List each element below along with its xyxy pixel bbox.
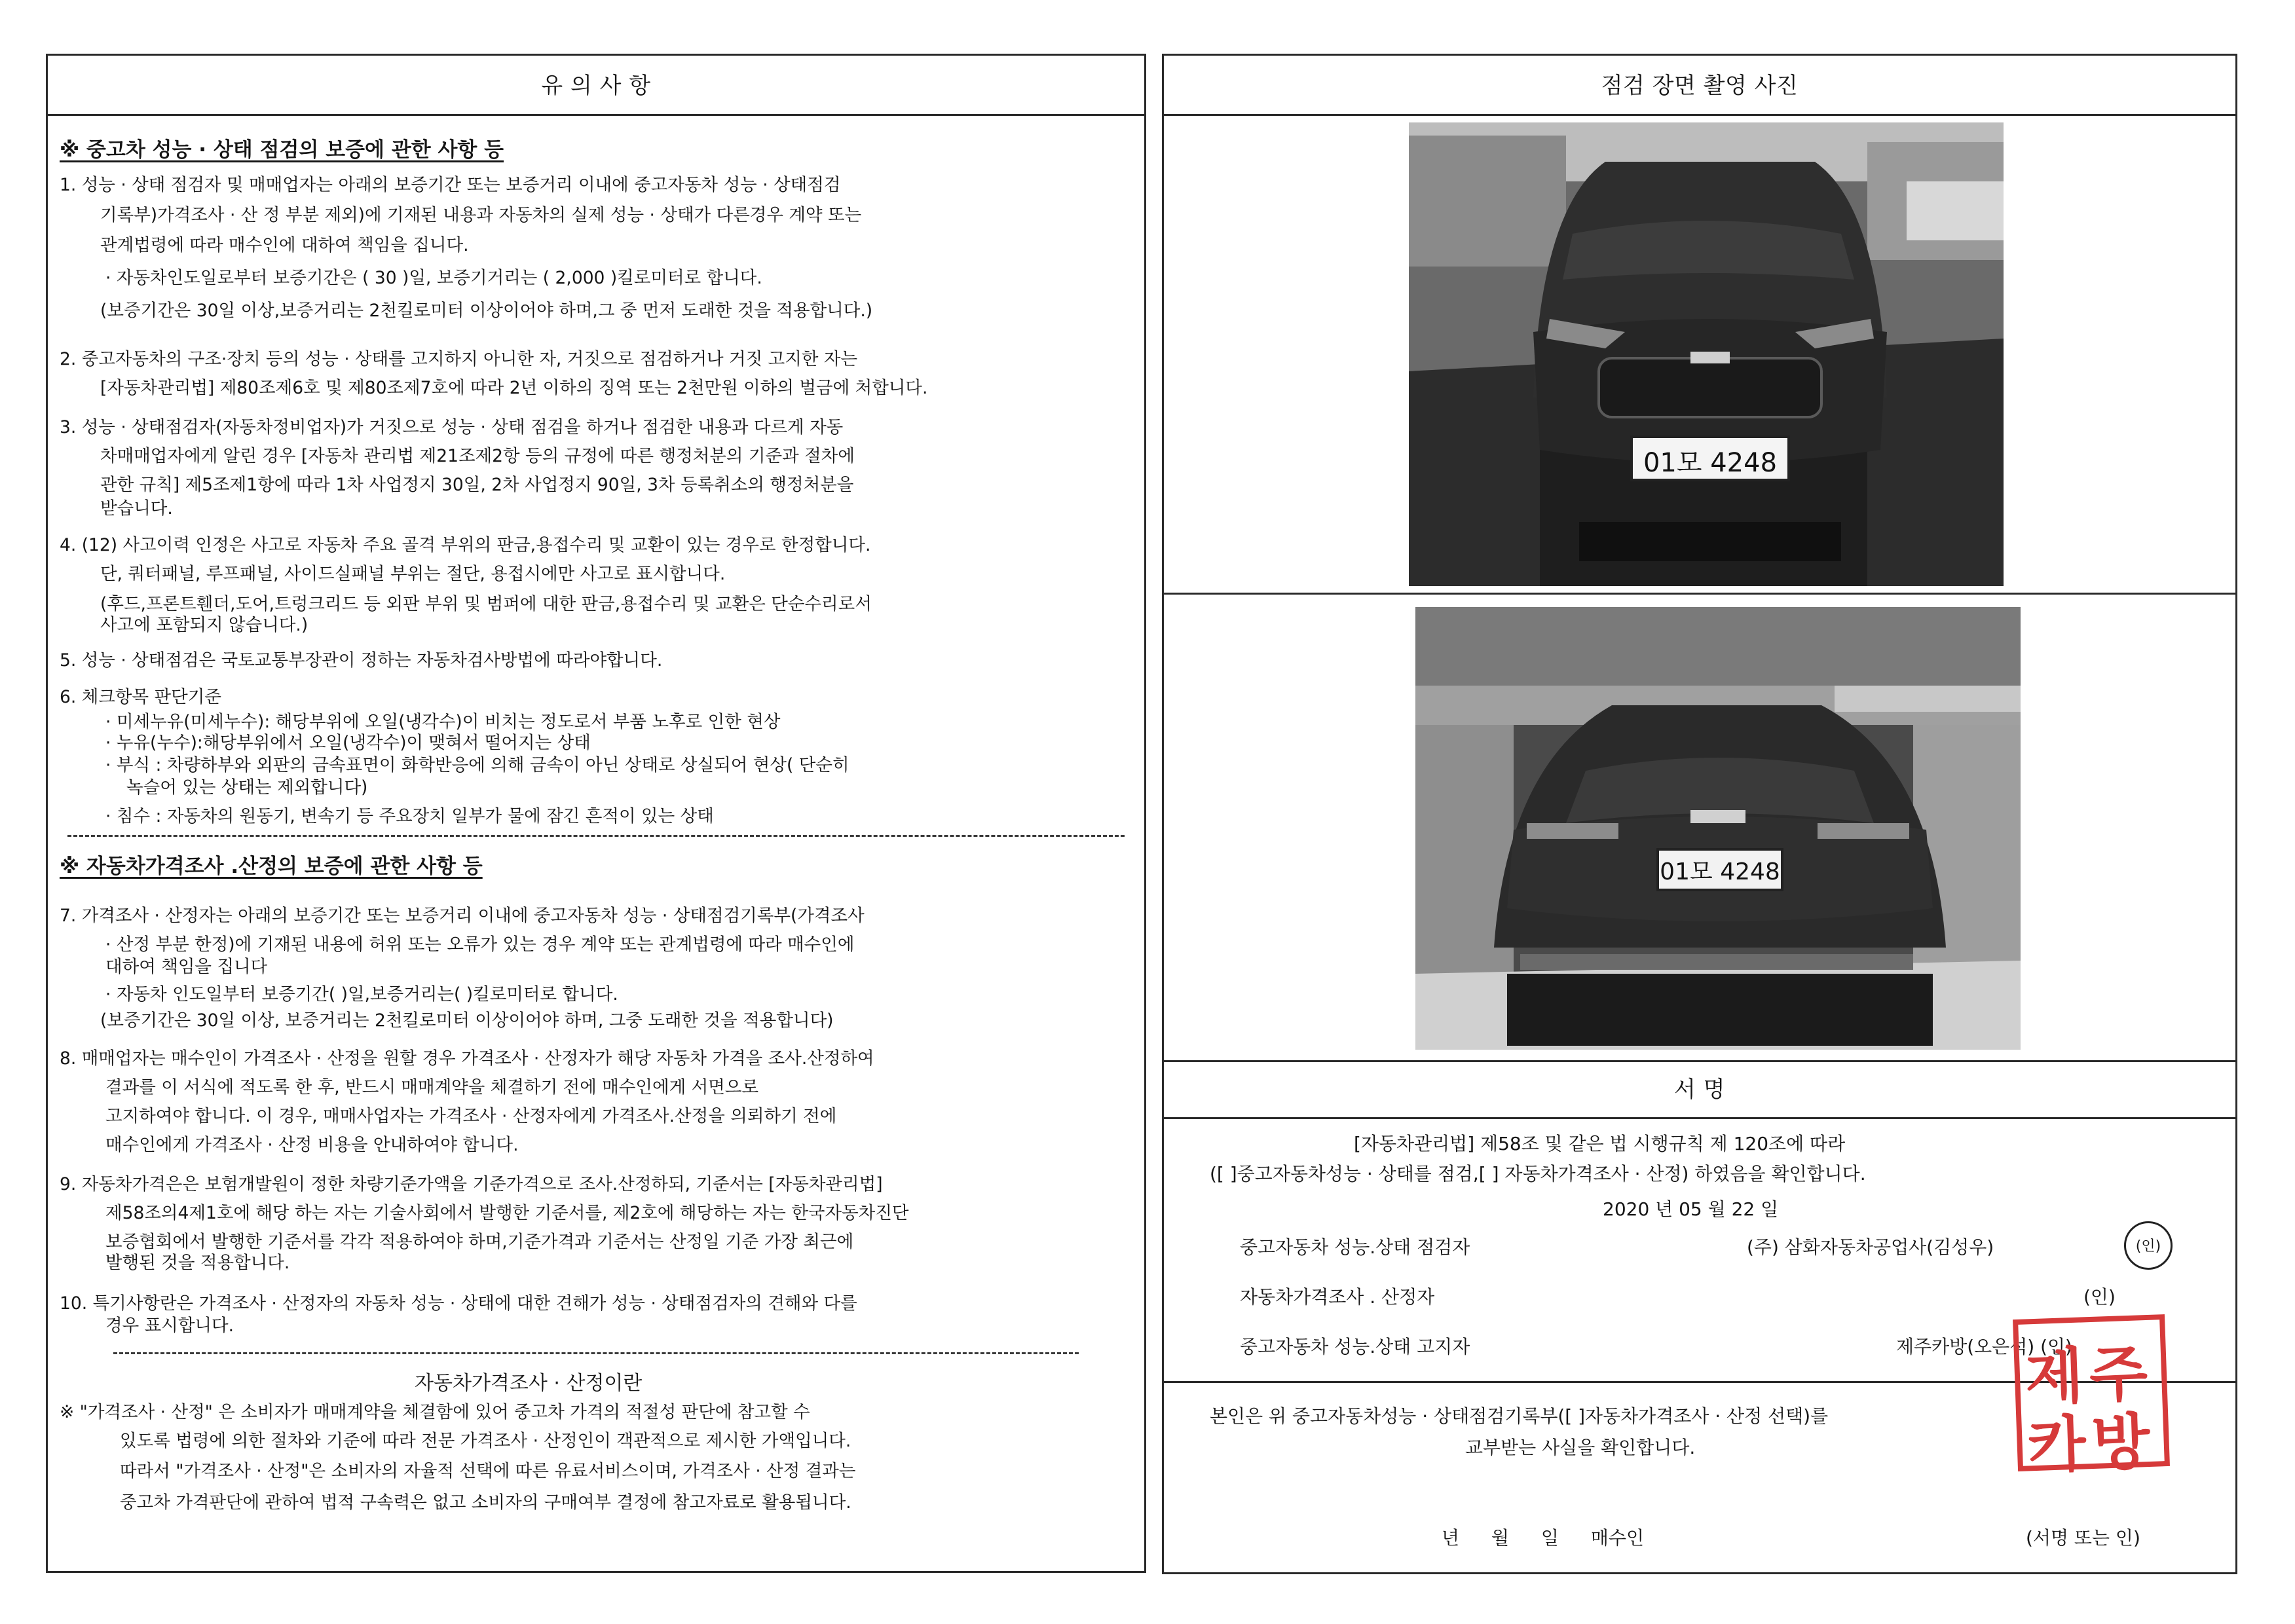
item10-line1: 10. 특기사항란은 가격조사 · 산정자의 자동차 성능 · 상태에 대한 견해가 성능 · 상태점검자의 견해와 다를	[60, 1293, 857, 1314]
confirm-line-1: 본인은 위 중고자동차성능 · 상태점검기록부([ ]자동차가격조사 · 산정 선택)를	[1210, 1405, 1829, 1427]
price-survey-title: 자동차가격조사 · 산정이란	[415, 1372, 643, 1395]
item1-line3: 관계법령에 따라 매수인에 대하여 책임을 집니다.	[100, 235, 469, 255]
inspector-seal	[2124, 1221, 2173, 1270]
rear-car-photo	[1415, 607, 2021, 1050]
item7-line5: (보증기간은 30일 이상, 보증거리는 2천킬로미터 이상이어야 하며, 그중 도래한 것을 적용합니다)	[100, 1010, 834, 1031]
item6-line1: 6. 체크항목 판단기준	[60, 687, 221, 707]
item4-line1: 4. (12) 사고이력 인정은 사고로 자동차 주요 골격 부위의 판금,용접수리 및 교환이 있는 경우로 한정합니다.	[60, 535, 871, 555]
rear-car-image	[1415, 607, 2021, 1050]
item3-line3: 관한 규칙] 제5조제1항에 따라 1차 사업정지 30일, 2차 사업정지 90일, 3차 등록취소의 행정처분을	[100, 475, 854, 495]
item6-line4: · 부식 : 차량하부와 외판의 금속표면이 화학반응에 의해 금속이 아닌 상태로 상실되어 현상( 단순히	[105, 755, 849, 775]
law-line-2: ([ ]중고자동차성능 · 상태를 점검,[ ] 자동차가격조사 · 산정) 하였음을 확인합니다.	[1210, 1163, 1866, 1185]
item5: 5. 성능 · 상태점검은 국토교통부장관이 정하는 자동차검사방법에 따라야합니다.	[60, 650, 663, 671]
item3-line1: 3. 성능 · 상태점검자(자동차정비업자)가 거짓으로 성능 · 상태 점검을 하거나 점검한 내용과 다르게 자동	[60, 417, 844, 437]
price-survey-line3: 따라서 "가격조사 · 산정"은 소비자의 자율적 선택에 따른 유료서비스이며, 가격조사 · 산정 결과는	[120, 1461, 856, 1481]
item9-line2: 제58조의4제1호에 해당 하는 자는 기술사회에서 발행한 기준서를, 제2호에 해당하는 자는 한국자동차진단	[105, 1203, 909, 1223]
item7-line3: 대하여 책임을 집니다	[105, 957, 268, 977]
front-plate-text: 01모 4248	[1643, 448, 1778, 478]
item6-line2: · 미세누유(미세누수): 해당부위에 오일(냉각수)이 비치는 정도로서 부품 노후로 인한 현상	[105, 712, 781, 732]
photo-section-title: 점검 장면 촬영 사진	[1164, 56, 2235, 116]
price-assessor-seal: (인)	[2083, 1286, 2116, 1308]
stamp-char-3: 제	[2024, 1340, 2085, 1413]
photo-divider	[1164, 593, 2235, 595]
item1-line1: 1. 성능 · 상태 점검자 및 매매업자는 아래의 보증기간 또는 보증거리 이내에 중고자동차 성능 · 상태점검	[60, 175, 841, 195]
price-assessor-label: 자동차가격조사 . 산정자	[1240, 1286, 1435, 1308]
sign-section-title: 서 명	[1164, 1060, 2235, 1119]
rear-plate-text: 01모 4248	[1660, 858, 1780, 885]
item8-line4: 매수인에게 가격조사 · 산정 비용을 안내하여야 합니다.	[105, 1135, 519, 1155]
item1-line4: · 자동차인도일로부터 보증기간은 ( 30 )일, 보증기거리는 ( 2,000 )킬로미터로 합니다.	[105, 268, 762, 288]
section1-title: ※ 중고차 성능 · 상태 점검의 보증에 관한 사항 등	[60, 138, 504, 162]
inspector-seal-mark: (인)	[2135, 1238, 2161, 1255]
price-survey-line1: ※ "가격조사 · 산정" 은 소비자가 매매계약을 체결함에 있어 중고차 가격의 적절성 판단에 참고할 수	[60, 1402, 810, 1422]
divider-1	[67, 835, 1125, 837]
item1-line5: (보증기간은 30일 이상,보증거리는 2천킬로미터 이상이어야 하며,그 중 먼저 도래한 것을 적용합니다.)	[100, 301, 873, 321]
item10-line2: 경우 표시합니다.	[105, 1316, 234, 1336]
photo-sign-panel	[1162, 54, 2237, 1574]
item8-line1: 8. 매매업자는 매수인이 가격조사 · 산정을 원할 경우 가격조사 · 산정자가 해당 자동차 가격을 조사.산정하여	[60, 1048, 874, 1069]
buyer-signature: (서명 또는 인)	[2026, 1527, 2140, 1549]
item3-line2: 차매매업자에게 알린 경우 [자동차 관리법 제21조제2항 등의 규정에 따른 행정처분의 기준과 절차에	[100, 446, 855, 466]
item9-line4: 발행된 것을 적용합니다.	[105, 1253, 290, 1273]
item9-line3: 보증협회에서 발행한 기준서를 각각 적용하여야 하며,기준가격과 기준서는 산정일 기준 가장 최근에	[105, 1232, 854, 1252]
notice-title: 유 의 사 항	[48, 56, 1144, 116]
price-survey-line4: 중고차 가격판단에 관하여 법적 구속력은 없고 소비자의 구매여부 결정에 참고자료로 활용됩니다.	[120, 1492, 851, 1513]
confirm-line-2: 교부받는 사실을 확인합니다.	[1465, 1437, 1696, 1458]
item2-line1: 2. 중고자동차의 구조·장치 등의 성능 · 상태를 고지하지 아니한 자, 거짓으로 점검하거나 거짓 고지한 자는	[60, 349, 858, 369]
section2-title: ※ 자동차가격조사 .산정의 보증에 관한 사항 등	[60, 855, 483, 878]
front-car-photo	[1409, 122, 2004, 586]
notice-panel	[46, 54, 1146, 1573]
price-survey-line2: 있도록 법령에 의한 절차와 기준에 따라 전문 가격조사 · 산정인이 객관적으로 제시한 가액입니다.	[120, 1431, 851, 1451]
buyer-date-line: 년 월 일 매수인	[1442, 1527, 1644, 1549]
item4-line2: 단, 쿼터패널, 루프패널, 사이드실패널 부위는 절단, 용접시에만 사고로 표시합니다.	[100, 564, 726, 584]
law-line-1: [자동차관리법] 제58조 및 같은 법 시행규칙 제 120조에 따라	[1354, 1133, 1846, 1154]
item4-line4: 사고에 포함되지 않습니다.)	[100, 615, 308, 635]
stamp-char-1: 주	[2088, 1338, 2149, 1411]
item6-line6: · 침수 : 자동차의 원동기, 변속기 등 주요장치 일부가 물에 잠긴 흔적이 있는 상태	[105, 806, 714, 826]
stamp-char-4: 카	[2026, 1409, 2087, 1481]
divider-2	[113, 1352, 1079, 1354]
inspector-label: 중고자동차 성능.상태 점검자	[1240, 1236, 1470, 1258]
company-seal-stamp	[2013, 1314, 2170, 1481]
item2-line2: [자동차관리법] 제80조제6호 및 제80조제7호에 따라 2년 이하의 징역 또는 2천만원 이하의 벌금에 처합니다.	[100, 378, 928, 398]
item8-line3: 고지하여야 합니다. 이 경우, 매매사업자는 가격조사 · 산정자에게 가격조사.산정을 의뢰하기 전에	[105, 1106, 837, 1126]
item1-line2: 기록부)가격조사 · 산 정 부분 제외)에 기재된 내용과 자동차의 실제 성능 · 상태가 다른경우 계약 또는	[100, 205, 862, 225]
front-car-image	[1409, 122, 2004, 586]
item6-line5: 녹슬어 있는 상태는 제외합니다)	[126, 777, 368, 798]
item8-line2: 결과를 이 서식에 적도록 한 후, 반드시 매매계약을 체결하기 전에 매수인에게 서면으로	[105, 1077, 759, 1098]
item9-line1: 9. 자동차가격은은 보험개발원이 정한 차량기준가액을 기준가격으로 조사.산정하되, 기준서는 [자동차관리법]	[60, 1174, 883, 1194]
notifier-label: 중고자동차 성능.상태 고지자	[1240, 1336, 1470, 1357]
item7-line2: · 산정 부분 한정)에 기재된 내용에 허위 또는 오류가 있는 경우 계약 또는 관계법령에 따라 매수인에	[105, 934, 855, 955]
stamp-char-2: 방	[2090, 1406, 2152, 1479]
item3-line4: 받습니다.	[100, 498, 173, 519]
notifier-name: 제주카방(오은석) (인)	[1896, 1336, 2072, 1357]
item4-line3: (후드,프론트휀더,도어,트렁크리드 등 외판 부위 및 범퍼에 대한 판금,용접수리 및 교환은 단순수리로서	[100, 594, 872, 614]
item7-line4: · 자동차 인도일부터 보증기간( )일,보증거리는( )킬로미터로 합니다.	[105, 984, 618, 1005]
item7-line1: 7. 가격조사 · 산정자는 아래의 보증기간 또는 보증거리 이내에 중고자동차 성능 · 상태점검기록부(가격조사	[60, 906, 865, 926]
inspector-name: (주) 삼화자동차공업사(김성우)	[1747, 1236, 1994, 1258]
sign-date: 2020 년 05 월 22 일	[1603, 1198, 1779, 1220]
item6-line3: · 누유(누수):해당부위에서 오일(냉각수)이 맺혀서 떨어지는 상태	[105, 733, 591, 753]
